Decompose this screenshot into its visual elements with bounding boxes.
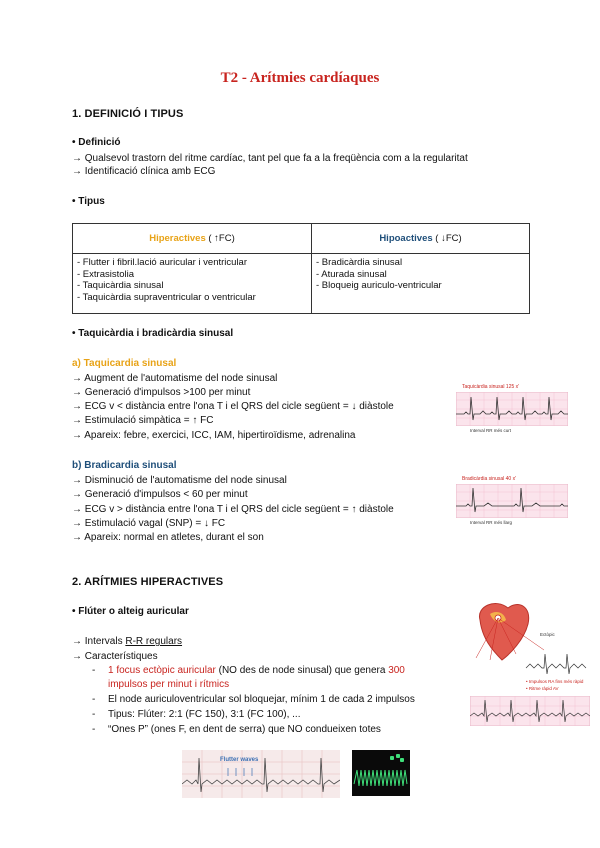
definicio-line: → Identificació clínica amb ECG <box>72 166 216 177</box>
item1-red-a: 1 focus ectòpic auricular <box>108 665 216 676</box>
intervals-prefix: → Intervals <box>72 636 126 647</box>
heart-diagram <box>466 598 590 688</box>
bullet-dash: - <box>92 709 96 720</box>
brady-line: → Generació d'impulsos < 60 per minut <box>72 489 248 500</box>
caracteristiques-label: → Característiques <box>72 651 158 662</box>
list-item: - Flutter i fibril.lació auricular i ventricular <box>77 257 247 268</box>
taqui-brady-label: • Taquicàrdia i bradicàrdia sinusal <box>72 328 234 339</box>
bullet-dash: - <box>92 665 96 676</box>
hyper-title: Hiperactives <box>149 233 206 244</box>
taqui-heading: a) Taquicardia sinusal <box>72 358 177 369</box>
page-title: T2 - Arítmies cardíaques <box>220 70 380 86</box>
taqui-line: → Generació d'impulsos >100 per minut <box>72 387 251 398</box>
taqui-line: → Estimulació simpàtica = ↑ FC <box>72 415 214 426</box>
hypo-suffix: ( ↓FC) <box>432 233 462 244</box>
ecg-caption: Bradicàrdia sinusal 40 x' <box>462 476 517 482</box>
list-item: - Bradicàrdia sinusal <box>316 257 403 268</box>
ecg-subcaption: Interval RR més curt <box>470 428 512 433</box>
heart-illustration <box>466 598 590 688</box>
diagram-label: Ectòpic <box>540 632 555 637</box>
taqui-line: → Apareix: febre, exercici, ICC, IAM, hipertiroïdisme, adrenalina <box>72 430 356 441</box>
tipus-label: • Tipus <box>72 196 105 207</box>
fluter-item-1-line2: impulsos per minut i rítmics <box>108 679 230 690</box>
taqui-line: → Augment de l'automatisme del node sinusal <box>72 373 278 384</box>
legend-item: • Ritme ràpid AV <box>526 686 559 691</box>
item1-red-b: 300 <box>388 665 405 676</box>
hyper-suffix: ( ↑FC) <box>205 233 235 244</box>
hypo-header <box>312 224 530 254</box>
definicio-label: • Definició <box>72 137 121 148</box>
hyper-list <box>73 254 312 314</box>
list-item: - Aturada sinusal <box>316 268 387 280</box>
definicio-line: → Qualsevol trastorn del ritme cardíac, tant pel que fa a la freqüència com a la regularitat <box>72 153 468 164</box>
list-item: - Bloqueig auriculo-ventricular <box>316 280 442 291</box>
brady-line: → Apareix: normal en atletes, durant el son <box>72 532 264 543</box>
flutter-waves-strip <box>182 750 340 798</box>
item1-black: (NO des de node sinusal) que genera <box>215 665 389 676</box>
ecg-subcaption: Interval RR més llarg <box>470 520 513 525</box>
brady-ecg-strip <box>456 484 568 518</box>
flutter-waves-label: Flutter waves <box>220 757 259 763</box>
brady-heading: b) Bradicardia sinusal <box>72 460 177 471</box>
fluter-item-2: El node auriculoventricular sol bloquejar, mínim 1 de cada 2 impulsos <box>108 694 415 705</box>
hypo-title: Hipoactives <box>379 233 433 244</box>
ecg-caption: Taquicàrdia sinusal 125 x' <box>462 384 520 390</box>
hypo-list <box>312 254 530 314</box>
section-heading-hiperactives: 2. ARÍTMIES HIPERACTIVES <box>72 576 224 588</box>
bullet-dash: - <box>92 724 96 735</box>
types-table <box>72 223 530 314</box>
fluter-item-3: Tipus: Flúter: 2:1 (FC 150), 3:1 (FC 100), ... <box>108 709 301 720</box>
list-item: - Taquicàrdia supraventricular o ventricular <box>77 291 256 303</box>
hyper-header <box>73 224 312 254</box>
brady-line: → Disminució de l'automatisme del node sinusal <box>72 475 287 486</box>
intervals-underlined: R-R regulars <box>125 636 183 647</box>
taqui-ecg-strip <box>456 392 568 426</box>
brady-ecg-figure <box>456 476 568 528</box>
taqui-line: → ECG v < distància entre l'ona T i el QRS del cicle següent = ↓ diàstole <box>72 401 394 412</box>
fluter-item-4: “Ones P” (ones F, en dent de serra) que NO condueixen totes <box>108 724 381 735</box>
fluter-label: • Flúter o alteig auricular <box>72 606 189 617</box>
legend-item: • Impulsos RA fins més ràpid <box>526 679 584 684</box>
monitor-ecg <box>352 750 410 796</box>
bullet-dash: - <box>92 694 96 705</box>
intervals-line <box>72 635 182 648</box>
section-heading-definicio: 1. DEFINICIÓ I TIPUS <box>72 108 184 120</box>
flutter-legend <box>526 678 583 692</box>
brady-line: → Estimulació vagal (SNP) = ↓ FC <box>72 518 226 529</box>
list-item: - Extrasistolia <box>77 268 135 280</box>
fluter-item-1 <box>108 664 405 677</box>
taqui-ecg-figure <box>456 384 568 436</box>
brady-line: → ECG v > distància entre l'ona T i el QRS del cicle següent = ↑ diàstole <box>72 504 394 515</box>
flutter-ecg-strip <box>470 696 590 726</box>
list-item: - Taquicàrdia sinusal <box>77 280 164 291</box>
